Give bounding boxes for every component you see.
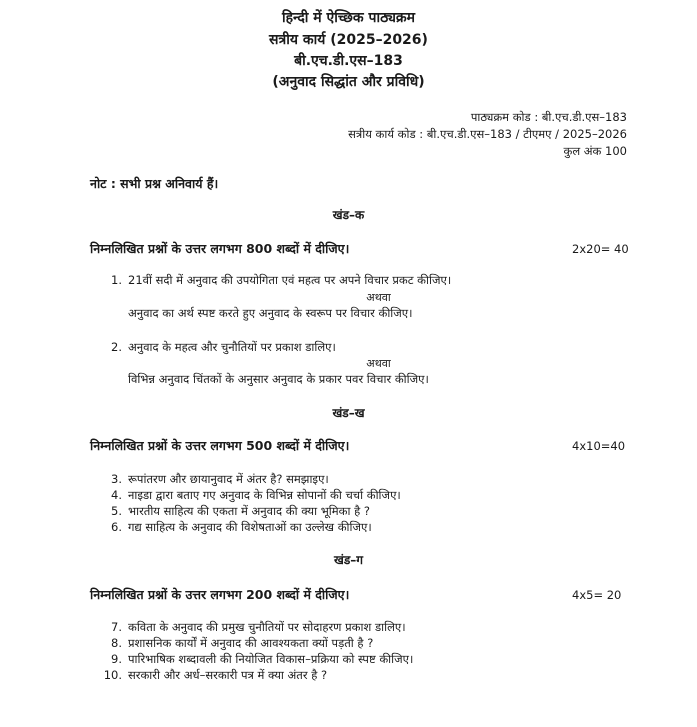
question-5 [100,504,370,519]
section-c-marks: 4x5= 20 [572,588,622,602]
question-number: 9. [111,652,122,666]
question-1 [100,273,451,288]
question-number: 4. [111,488,122,502]
header-line-2: सत्रीय कार्य (2025–2026) [269,32,428,48]
question-number: 2. [111,340,122,354]
question-10 [100,668,327,683]
section-a-instruction: निम्नलिखित प्रश्नों के उत्तर लगभग 800 शब्दों में दीजिए। [90,241,350,256]
assignment-code: सत्रीय कार्य कोड : बी.एच.डी.एस–183 / टीएमए / 2025–2026 [348,127,627,141]
section-c-instruction: निम्नलिखित प्रश्नों के उत्तर लगभग 200 शब्दों में दीजिए। [90,587,350,602]
question-1-alt: अनुवाद का अर्थ स्पष्ट करते हुए अनुवाद के स्वरूप पर विचार कीजिए। [128,306,413,320]
question-number: 5. [111,504,122,518]
section-a-marks: 2x20= 40 [572,242,629,256]
header-line-4: (अनुवाद सिद्धांत और प्रविधि) [272,74,425,90]
header-line-1: हिन्दी में ऐच्छिक पाठ्यक्रम [281,10,416,26]
note: नोट : सभी प्रश्न अनिवार्य हैं। [90,176,219,191]
question-number: 6. [111,520,122,534]
course-code: पाठ्यक्रम कोड : बी.एच.डी.एस–183 [470,110,627,124]
question-2 [100,340,336,355]
question-text: रूपांतरण और छायानुवाद में अंतर है? समझाइए। [128,472,329,486]
question-number: 10. [103,668,122,682]
question-3 [100,472,329,487]
section-a-title: खंड–क [332,208,365,222]
header-line-3: बी.एच.डी.एस–183 [294,53,403,69]
question-text: कविता के अनुवाद की प्रमुख चुनौतियों पर सोदाहरण प्रकाश डालिए। [128,620,406,634]
or-label: अथवा [366,291,391,304]
section-b-instruction: निम्नलिखित प्रश्नों के उत्तर लगभग 500 शब्दों में दीजिए। [90,438,350,453]
question-8 [100,636,373,651]
question-6 [100,520,372,535]
question-text: गद्य साहित्य के अनुवाद की विशेषताओं का उल्लेख कीजिए। [128,520,372,534]
question-2-alt: विभिन्न अनुवाद चिंतकों के अनुसार अनुवाद के प्रकार पवर विचार कीजिए। [128,372,429,386]
question-text: सरकारी और अर्ध–सरकारी पत्र में क्या अंतर है ? [128,668,328,682]
question-text: नाइडा द्वारा बताए गए अनुवाद के विभिन्न सोपानों की चर्चा कीजिए। [128,488,401,502]
question-number: 3. [111,472,122,486]
question-text: अनुवाद के महत्व और चुनौतियों पर प्रकाश डालिए। [128,340,336,354]
question-number: 7. [111,620,122,634]
question-text: पारिभाषिक शब्दावली की नियोजित विकास–प्रक्रिया को स्पष्ट कीजिए। [128,652,414,666]
section-b-marks: 4x10=40 [572,439,626,453]
question-text: भारतीय साहित्य की एकता में अनुवाद की क्या भूमिका है ? [128,504,370,518]
question-text: 21वीं सदी में अनुवाद की उपयोगिता एवं महत्व पर अपने विचार प्रकट कीजिए। [128,273,452,287]
section-b-title: खंड–ख [332,406,365,420]
question-7 [100,620,406,635]
question-number: 8. [111,636,122,650]
total-marks: कुल अंक 100 [563,144,627,158]
question-4 [100,488,401,503]
or-label: अथवा [366,357,391,370]
question-9 [100,652,413,667]
question-text: प्रशासनिक कार्यों में अनुवाद की आवश्यकता क्यों पड़ती है ? [128,636,374,650]
question-number: 1. [111,273,122,287]
section-c-title: खंड–ग [334,553,363,567]
